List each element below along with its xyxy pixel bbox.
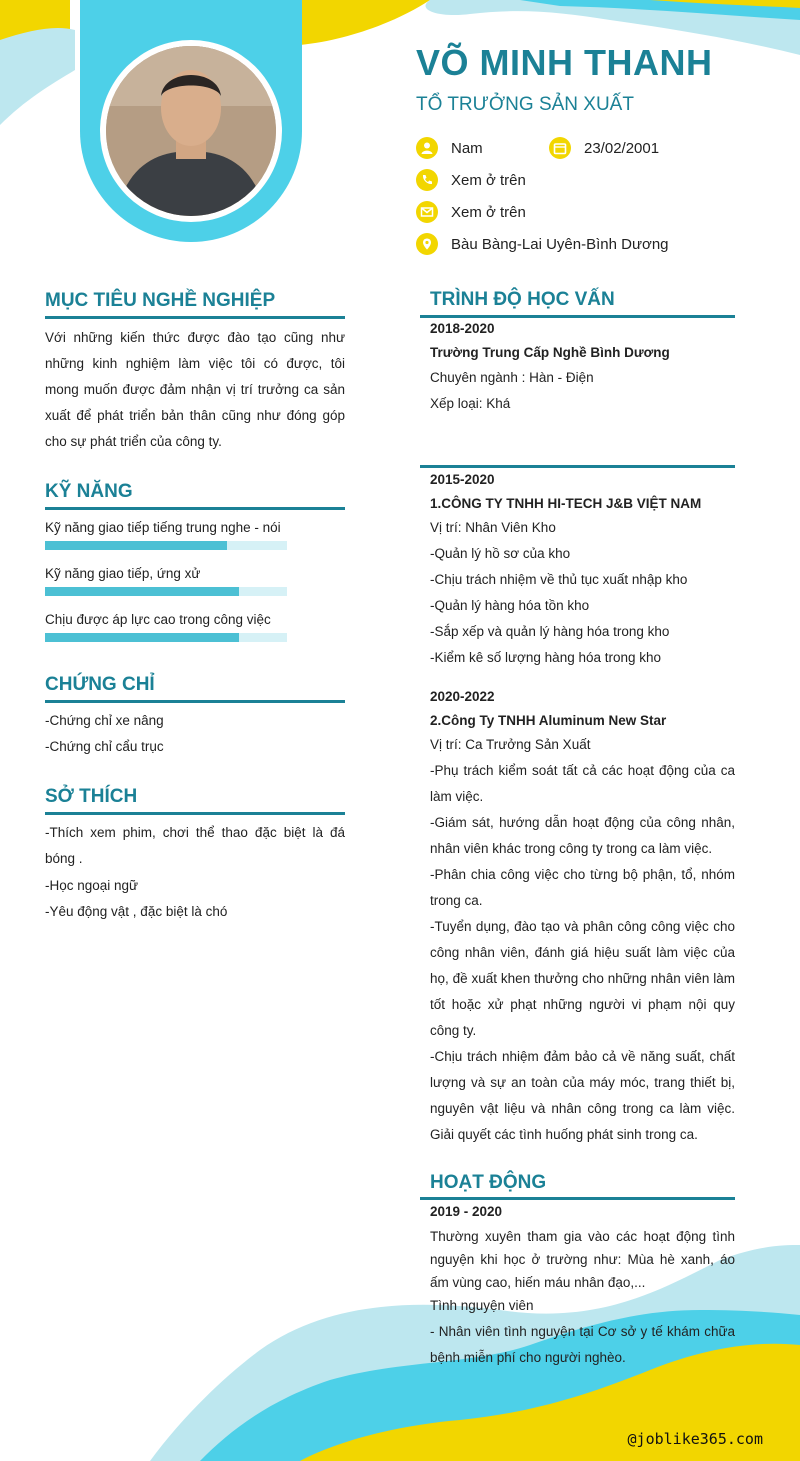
skills-divider [45,507,345,510]
certificate-item: -Chứng chỉ cẩu trục [45,739,164,754]
activity-period: 2019 - 2020 [430,1204,503,1219]
skills-title: KỸ NĂNG [45,481,133,502]
activity-detail: - Nhân viên tình nguyện tại Cơ sở y tế khám chữa bệnh miễn phí cho người nghèo. [430,1324,735,1365]
education-major: Chuyên ngành : Hàn - Điện [430,370,594,385]
certificates-title: CHỨNG CHỈ [45,674,155,695]
birthday-value: 23/02/2001 [584,139,660,157]
job-position: Vị trí: Nhân Viên Kho [430,520,556,535]
gender-row [416,137,483,159]
experience-divider [420,465,735,468]
education-title: TRÌNH ĐỘ HỌC VẤN [430,289,615,310]
job-duty: -Quản lý hồ sơ của kho [430,546,571,561]
job-duty: -Phụ trách kiểm soát tất cả các hoạt động của ca làm việc. [430,763,735,804]
hobby-item: -Yêu động vật , đặc biệt là chó [45,904,228,919]
hobby-item: -Học ngoại ngữ [45,878,139,893]
activity-role: Tình nguyện viên [430,1298,534,1313]
education-grade: Xếp loại: Khá [430,396,511,411]
activities-divider [420,1197,735,1200]
job-duty: -Kiểm kê số lượng hàng hóa trong kho [430,650,662,665]
skill-label: Kỹ năng giao tiếp, ứng xử [45,566,201,581]
job-duty: -Chịu trách nhiệm về thủ tục xuất nhập kho [430,572,688,587]
skill-bar [45,587,287,596]
gender-value: Nam [451,139,483,157]
hobbies-divider [45,812,345,815]
candidate-name: VÕ MINH THANH [416,42,713,83]
address-value: Bàu Bàng-Lai Uyên-Bình Dương [451,235,669,253]
job-duty: -Quản lý hàng hóa tồn kho [430,598,590,613]
location-pin-icon [416,233,438,255]
phone-row [416,169,526,191]
company-name: 1.CÔNG TY TNHH HI-TECH J&B VIỆT NAM [430,496,702,511]
job-position: Vị trí: Ca Trưởng Sản Xuất [430,737,591,752]
skill-label: Chịu được áp lực cao trong công việc [45,612,271,627]
email-row [416,201,526,223]
skill-bar-fill [45,541,227,550]
hobbies-title: SỞ THÍCH [45,786,138,807]
skill-bar [45,541,287,550]
user-icon [416,137,438,159]
objective-text: Với những kiến thức được đào tạo cũng như những kinh nghiệm làm việc tôi có được, tôi mong muốn được đảm nhận vị trí trưởng ca sản xuất để phát triển bản thân cũng như đóng góp cho sự phát triển của công ty. [45,330,345,449]
activities-title: HOẠT ĐỘNG [430,1172,547,1193]
certificates-divider [45,700,345,703]
footer-website: @joblike365.com [627,1430,763,1448]
email-value: Xem ở trên [451,203,526,221]
job-duty: -Phân chia công việc cho từng bộ phận, tổ, nhóm trong ca. [430,867,735,908]
skill-bar [45,633,287,642]
certificate-item: -Chứng chỉ xe nâng [45,713,164,728]
mail-icon [416,201,438,223]
skill-bar-fill [45,633,239,642]
skill-label: Kỹ năng giao tiếp tiếng trung nghe - nói [45,520,281,535]
objective-title: MỤC TIÊU NGHỀ NGHIỆP [45,290,276,311]
avatar [106,46,276,216]
profile-photo-frame [80,0,302,242]
job-title: TỔ TRƯỞNG SẢN XUẤT [416,94,634,115]
education-divider [420,315,735,318]
activity-text: Thường xuyên tham gia vào các hoạt động tình nguyện khi học ở trường như: Mùa hè xanh, áo ấm vùng cao, hiến máu nhân đạo,... [430,1229,735,1290]
job-duty: -Giám sát, hướng dẫn hoạt động của công nhân, nhân viên khác trong công ty trong ca làm việc. [430,815,735,856]
objective-divider [45,316,345,319]
job-duty: -Sắp xếp và quản lý hàng hóa trong kho [430,624,670,639]
phone-value: Xem ở trên [451,171,526,189]
birthday-row [549,137,659,159]
school-name: Trường Trung Cấp Nghề Bình Dương [430,345,670,360]
hobby-item: -Thích xem phim, chơi thể thao đặc biệt là đá bóng . [45,825,345,866]
phone-icon [416,169,438,191]
job-duty: -Tuyển dụng, đào tạo và phân công công việc cho công nhân viên, đánh giá hiệu suất làm việc của họ, đề xuất khen thưởng cho những nhân viên làm tốt hoặc xử phạt những người vi phạm nội quy công ty. [430,919,735,1038]
skill-bar-fill [45,587,239,596]
job-duty: -Chịu trách nhiệm đảm bảo cả về năng suất, chất lượng và sự an toàn của máy móc, trang thiết bị, nguyên vật liệu và nhân công trong ca làm việc. Giải quyết các tình huống phát sinh trong ca. [430,1049,735,1142]
job-period: 2015-2020 [430,472,495,487]
calendar-icon [549,137,571,159]
job-period: 2020-2022 [430,689,495,704]
education-period: 2018-2020 [430,321,495,336]
address-row [416,233,669,255]
company-name: 2.Công Ty TNHH Aluminum New Star [430,713,667,728]
